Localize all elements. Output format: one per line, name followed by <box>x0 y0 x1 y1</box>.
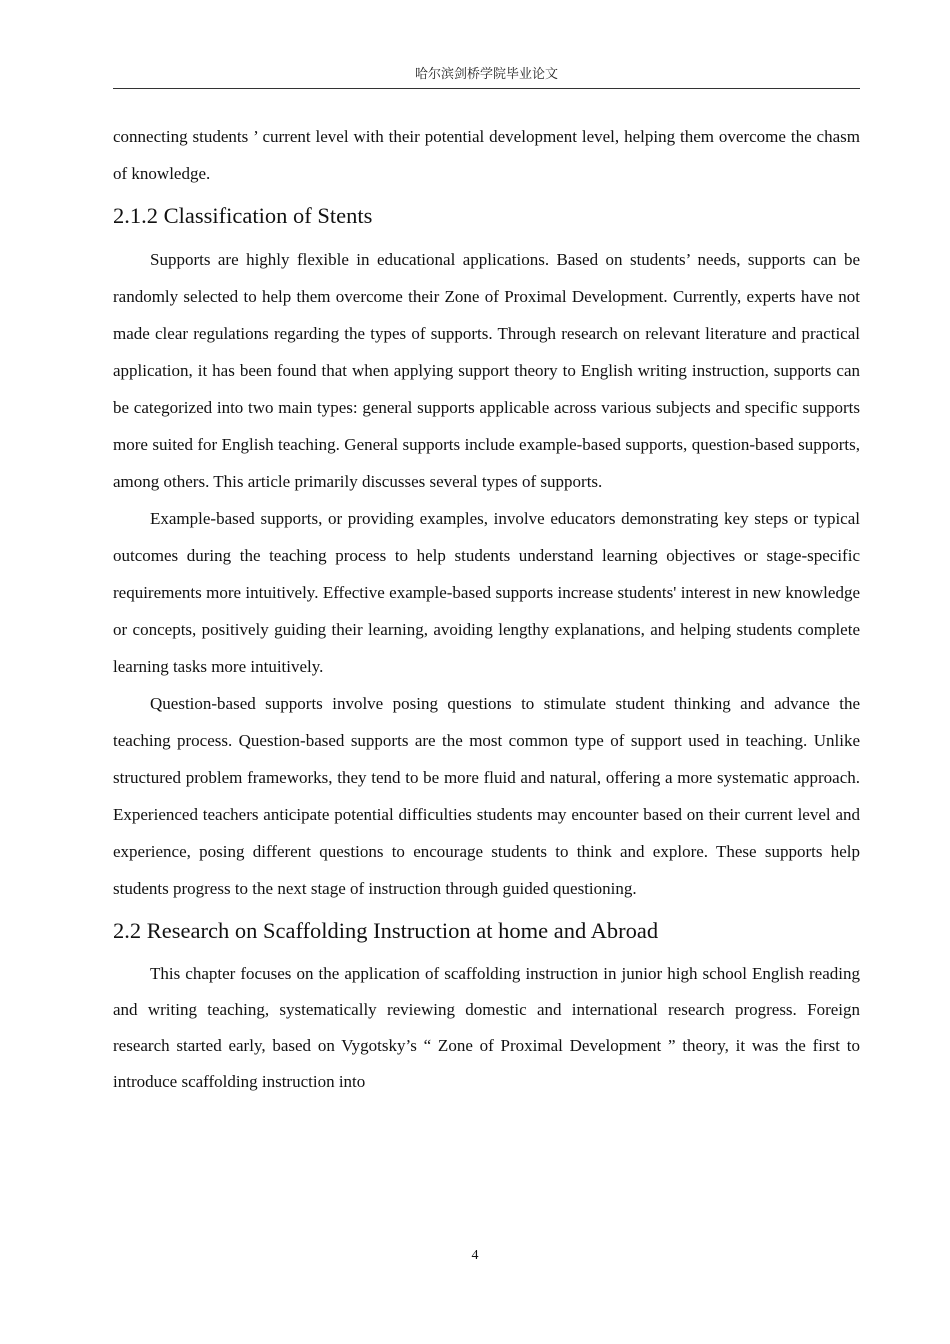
section-heading-2-1-2: 2.1.2 Classification of Stents <box>113 203 373 228</box>
page-number: 4 <box>471 1248 479 1263</box>
header-rule <box>113 88 860 89</box>
intro-continuation-paragraph: connecting students ’ current level with their potential development level, helping them overcome the chasm of knowledge. <box>113 127 860 183</box>
body-paragraph: Example-based supports, or providing examples, involve educators demonstrating key steps or typical outcomes during the teaching process to help students understand learning objectives or stage-specific requirements more intuitively. Effective example-based supports increase students' interest in new knowledge or concepts, positively guiding their learning, avoiding lengthy explanations, and helping students complete learning tasks more intuitively. <box>113 509 860 676</box>
section-heading-2-2: 2.2 Research on Scaffolding Instruction at home and Abroad <box>113 918 659 943</box>
page-content <box>113 118 860 1100</box>
body-paragraph: This chapter focuses on the application of scaffolding instruction in junior high school English reading and writing teaching, systematically reviewing domestic and international research progress. Foreign research started early, based on Vygotsky’s “ Zone of Proximal Development ” theory, it was the first to introduce scaffolding instruction into <box>113 964 860 1091</box>
running-header: 哈尔滨剑桥学院毕业论文 <box>414 67 558 82</box>
body-paragraph: Supports are highly flexible in educational applications. Based on students’ needs, supports can be randomly selected to help them overcome their Zone of Proximal Development. Currently, experts have not made clear regulations regarding the types of supports. Through research on relevant literature and practical application, it has been found that when applying support theory to English writing instruction, supports can be categorized into two main types: general supports applicable across various subjects and specific supports more suited for English teaching. General supports include example-based supports, question-based supports, among others. This article primarily discusses several types of supports. <box>113 250 860 491</box>
body-paragraph: Question-based supports involve posing questions to stimulate student thinking and advance the teaching process. Question-based supports are the most common type of support used in teaching. Unlike structured problem frameworks, they tend to be more fluid and natural, offering a more systematic approach. Experienced teachers anticipate potential difficulties students may encounter based on their current level and experience, posing different questions to encourage students to think and explore. These supports help students progress to the next stage of instruction through guided questioning. <box>113 694 860 898</box>
